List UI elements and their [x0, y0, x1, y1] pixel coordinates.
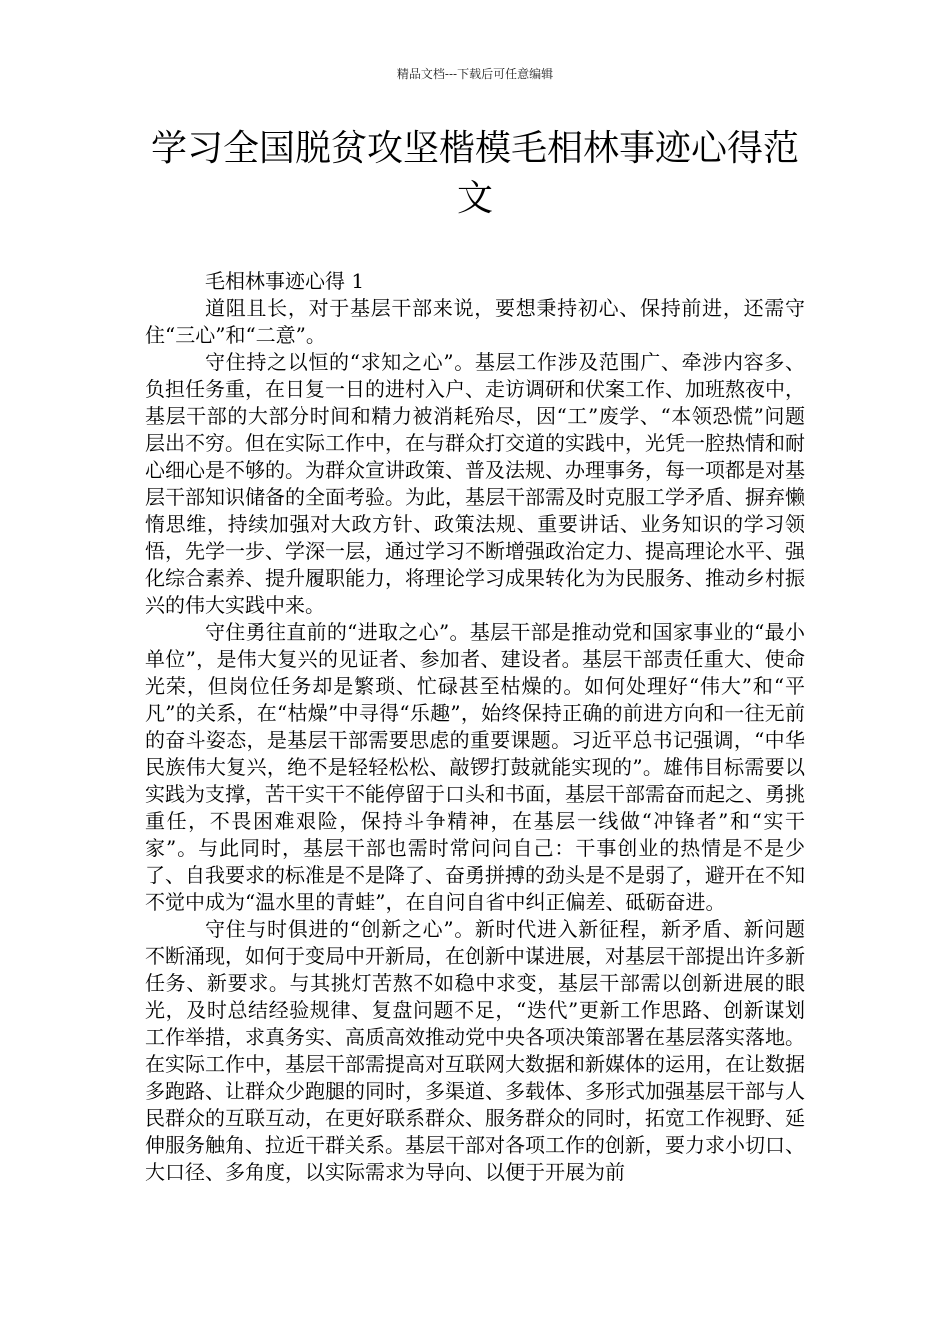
header-note: 精品文档---下载后可任意编辑	[396, 67, 554, 81]
document-body	[145, 268, 805, 1186]
section-heading: 毛相林事迹心得 1	[205, 269, 365, 293]
paragraph-knowledge: 守住持之以恒的“求知之心”。基层工作涉及范围广、牵涉内容多、负担任务重，在日复一日的进村入户、走访调研和伏案工作、加班熬夜中，基层干部的大部分时间和精力被消耗殆尽，因“工”废学、“本领恐慌”问题层出不穷。但在实际工作中，在与群众打交道的实践中，光凭一腔热情和耐心细心是不够的。为群众宣讲政策、普及法规、办理事务，每一项都是对基层干部知识储备的全面考验。为此，基层干部需及时克服工学矛盾、摒弃懒惰思维，持续加强对大政方针、政策法规、重要讲话、业务知识的学习领悟，先学一步、学深一层，通过学习不断增强政治定力、提高理论水平、强化综合素养、提升履职能力，将理论学习成果转化为为民服务、推动乡村振兴的伟大实践中来。	[145, 350, 805, 617]
paragraph-progress: 守住勇往直前的“进取之心”。基层干部是推动党和国家事业的“最小单位”，是伟大复兴的见证者、参加者、建设者。基层干部责任重大、使命光荣，但岗位任务却是繁琐、忙碌甚至枯燥的。如何处理好“伟大”和“平凡”的关系，在“枯燥”中寻得“乐趣”，始终保持正确的前进方向和一往无前的奋斗姿态，是基层干部需要思虑的重要课题。习近平总书记强调，“中华民族伟大复兴，绝不是轻轻松松、敲锣打鼓就能实现的”。雄伟目标需要以实践为支撑，苦干实干不能停留于口头和书面，基层干部需奋而起之、勇挑重任，不畏困难艰险，保持斗争精神，在基层一线做“冲锋者”和“实干家”。与此同时，基层干部也需时常问问自己：干事创业的热情是不是少了、自我要求的标准是不是降了、奋勇拼搏的劲头是不是弱了，避开在不知不觉中成为“温水里的青蛙”，在自问自省中纠正偏差、砥砺奋进。	[145, 620, 805, 914]
document-title: 学习全国脱贫攻坚楷模毛相林事迹心得范文	[150, 128, 799, 219]
paragraph-intro: 道阻且长，对于基层干部来说，要想秉持初心、保持前进，还需守住“三心”和“二意”。	[145, 296, 805, 347]
paragraph-innovation: 守住与时俱进的“创新之心”。新时代进入新征程，新矛盾、新问题不断涌现，如何于变局中开新局，在创新中谋进展，对基层干部提出许多新任务、新要求。与其挑灯苦熬不如稳中求变，基层干部需以创新进展的眼光，及时总结经验规律、复盘问题不足，“迭代”更新工作思路、创新谋划工作举措，求真务实、高质高效推动党中央各项决策部署在基层落实落地。在实际工作中，基层干部需提高对互联网大数据和新媒体的运用，在让数据多跑路、让群众少跑腿的同时，多渠道、多载体、多形式加强基层干部与人民群众的互联互动，在更好联系群众、服务群众的同时，拓宽工作视野、延伸服务触角、拉近干群关系。基层干部对各项工作的创新，要力求小切口、大口径、多角度，以实际需求为导向、以便于开展为前	[145, 917, 805, 1184]
